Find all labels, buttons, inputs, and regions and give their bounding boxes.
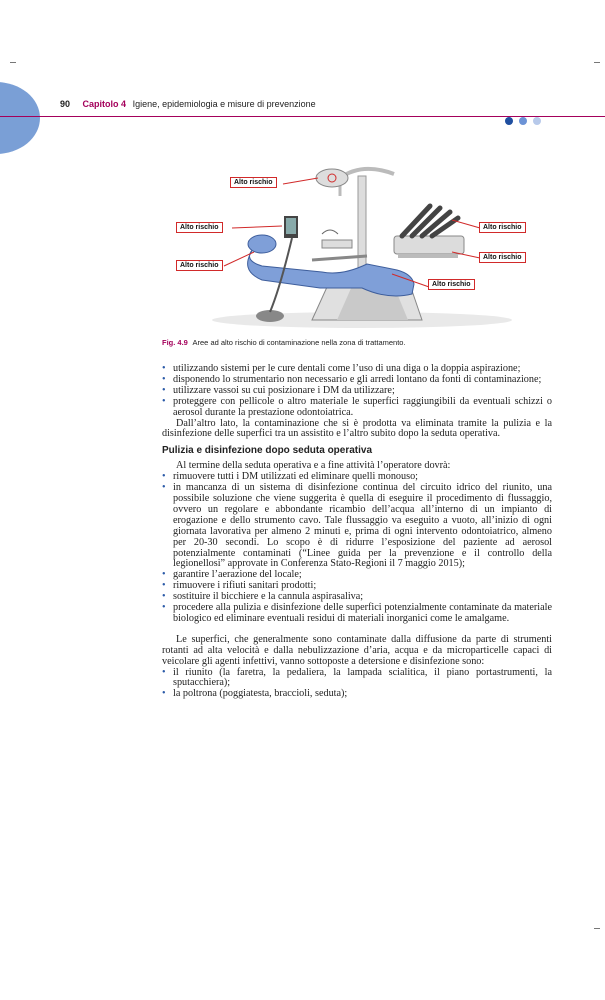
- chapter-tab: [0, 82, 40, 154]
- list-item: • rimuovere i rifiuti sanitari prodotti;: [162, 581, 552, 592]
- list-item: • disponendo lo strumentario non necessario e gli arredi lontano da fonti di contaminazione;: [162, 375, 552, 386]
- figure-dental-unit: [162, 148, 542, 332]
- risk-label-tray: Alto rischio: [479, 252, 526, 263]
- risk-label-headrest: Alto rischio: [176, 260, 223, 271]
- bullet-list-operations: [162, 472, 552, 625]
- dental-unit-illustration: [162, 148, 542, 332]
- paragraph: Al termine della seduta operativa e a fine attività l’operatore dovrà:: [176, 460, 451, 472]
- figure-caption-text: Aree ad alto rischio di contaminazione nella zona di trattamento.: [192, 338, 406, 347]
- chapter-label: Capitolo 4: [82, 99, 127, 109]
- risk-label-lamp: Alto rischio: [230, 177, 277, 188]
- body-text: [162, 364, 552, 700]
- bullet-list-surfaces: [162, 668, 552, 701]
- list-item: • rimuovere tutti i DM utilizzati ed eliminare quelli monouso;: [162, 472, 552, 483]
- page-number: 90: [60, 99, 71, 109]
- figure-caption: [162, 338, 552, 347]
- figure-number: Fig. 4.9: [162, 338, 188, 347]
- list-item: • utilizzando sistemi per le cure dentali come l’uso di una diga o la doppia aspirazione;: [162, 364, 552, 375]
- list-item: • procedere alla pulizia e disinfezione delle superfici potenzialmente contaminate da materiale biologico ed eliminare eventuali residui di materiali inorganici come le amalgame.: [162, 603, 552, 625]
- list-item: • sostituire il bicchiere e la cannula aspirasaliva;: [162, 592, 552, 603]
- list-item: • il riunito (la faretra, la pedaliera, la lampada scialitica, il piano portastrumenti, la sputacchiera);: [162, 668, 552, 690]
- crop-mark: [594, 928, 600, 929]
- crop-mark: [594, 62, 600, 63]
- section-heading: Pulizia e disinfezione dopo seduta operativa: [162, 445, 373, 457]
- risk-label-monitor: Alto rischio: [176, 222, 223, 233]
- dot: [533, 117, 541, 125]
- paragraph: Le superfici, che generalmente sono contaminate dalla diffusione da parte di strumenti rotanti ad alta velocità e dalla nebulizzazione d’aria, acqua e da microparticelle capaci di veicolare gli agenti infettivi, vanno sottoposte a detersione e disinfezione sono:: [162, 633, 552, 667]
- chapter-title: Igiene, epidemiologia e misure di prevenzione: [132, 99, 316, 109]
- running-header: [60, 99, 605, 109]
- list-item: • utilizzare vassoi su cui posizionare i DM da utilizzare;: [162, 386, 552, 397]
- dot: [519, 117, 527, 125]
- crop-mark: [10, 62, 16, 63]
- risk-label-instruments: Alto rischio: [479, 222, 526, 233]
- list-item: • proteggere con pellicole o altro materiale le superfici raggiungibili da eventuali schizzi o aerosol durante la prestazione odontoiatrica.: [162, 397, 552, 419]
- list-item: • in mancanza di un sistema di disinfezione continua del circuito idrico del riunito, una possibile soluzione che viene suggerita è quella di eseguire il procedimento di flussaggio, ovvero un regolare e abbondante ricambio dell’acqua all’interno di un impianto di erogazione e dello strumento cavo. Tale flussaggio va eseguito a vuoto, all’inizio di ogni giornata lavorativa per almeno 2 minuti e, prima di ogni intervento odontoiatrico, almeno per 20-30 secondi. Lo scopo è di ridurre l’esposizione del paziente ad aerosol potenzialmente contaminati (“Linee guida per la prevenzione e il controllo della legionellosi” approvate in Conferenza Stato-Regioni il 7 maggio 2015);: [162, 483, 552, 570]
- paragraph: Dall’altro lato, la contaminazione che si è prodotta va eliminata tramite la pulizia e la disinfezione delle superfici tra un assistito e l’altro subito dopo la seduta operativa.: [162, 417, 552, 440]
- risk-label-seat: Alto rischio: [428, 279, 475, 290]
- list-item: • la poltrona (poggiatesta, braccioli, seduta);: [162, 689, 552, 700]
- header-dots: [505, 112, 547, 130]
- dot: [505, 117, 513, 125]
- list-item: • garantire l’aerazione del locale;: [162, 570, 552, 581]
- bullet-list-prevention: [162, 364, 552, 419]
